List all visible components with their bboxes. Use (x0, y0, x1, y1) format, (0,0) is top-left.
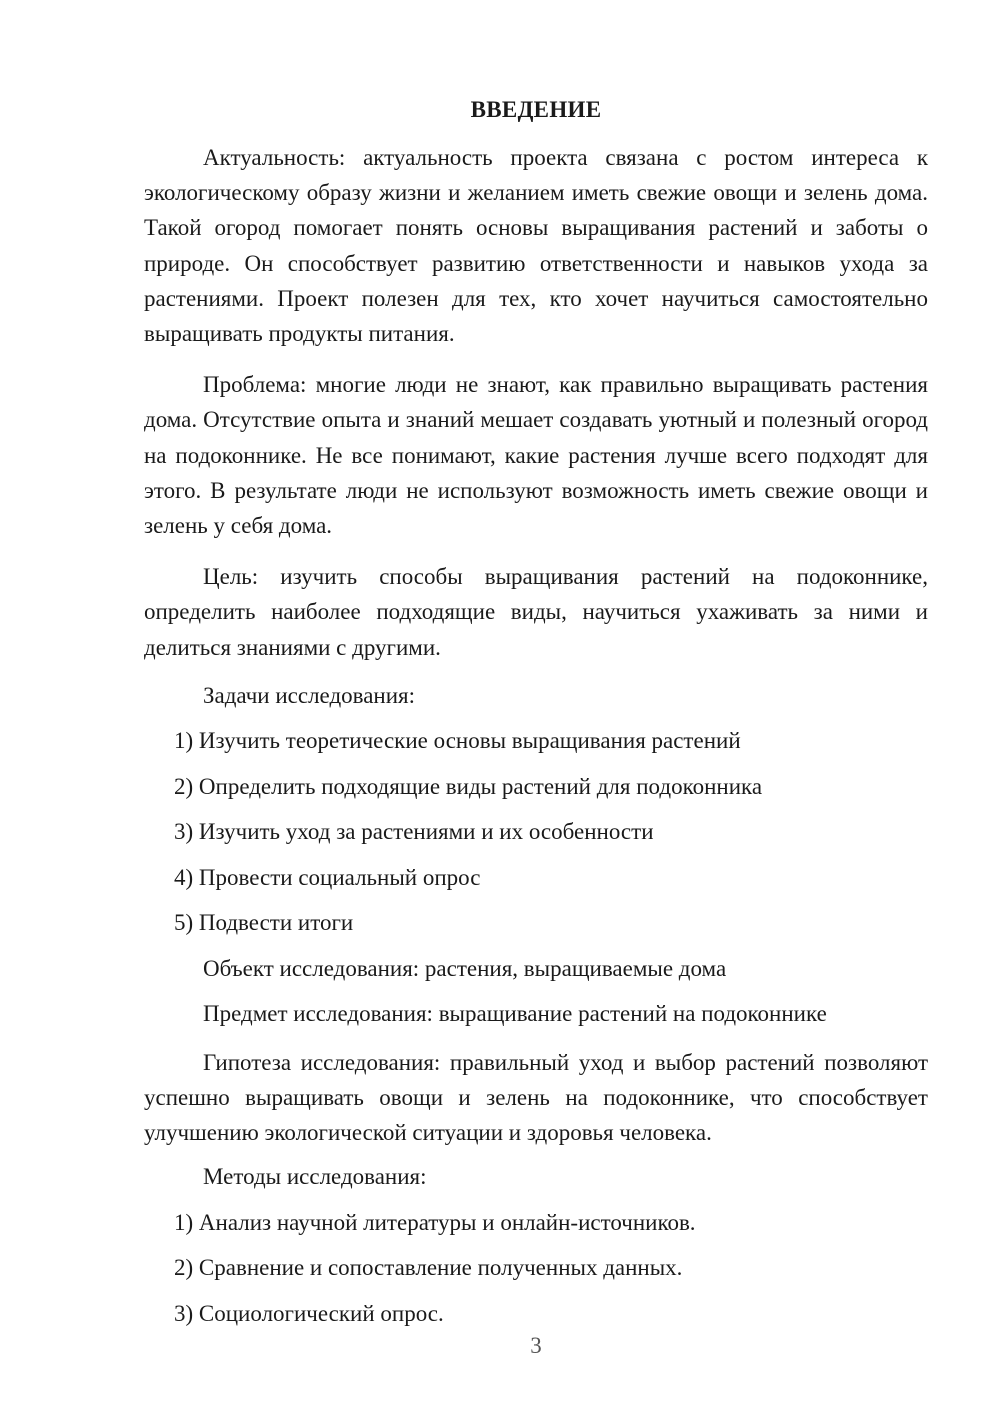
page-number: 3 (530, 1333, 542, 1358)
list-item: 3) Изучить уход за растениями и их особенности (174, 819, 654, 845)
goal-paragraph: Цель: изучить способы выращивания растений на подоконнике, определить наиболее подходящие виды, научиться ухаживать за ними и делиться знаниями с другими. (144, 564, 928, 660)
list-item: 1) Анализ научной литературы и онлайн-источников. (174, 1209, 696, 1235)
list-item: 5) Подвести итоги (174, 910, 354, 936)
tasks-heading: Задачи исследования: (203, 682, 416, 708)
relevance-paragraph: Актуальность: актуальность проекта связана с ростом интереса к экологическому образу жизни и желанием иметь свежие овощи и зелень дома. Такой огород помогает понять основы выращивания растений и заботы о природе. Он способствует развитию ответственности и навыков ухода за растениями. Проект полезен для тех, кто хочет научиться самостоятельно выращивать продукты питания. (144, 145, 928, 347)
list-item: 2) Определить подходящие виды растений для подоконника (174, 773, 763, 799)
research-object: Объект исследования: растения, выращиваемые дома (203, 955, 727, 981)
tasks-list (144, 726, 928, 937)
hypothesis-paragraph: Гипотеза исследования: правильный уход и выбор растений позволяют успешно выращивать овощи и зелень на подоконнике, что способствует улучшению экологической ситуации и здоровья человека. (144, 1049, 928, 1146)
list-item: 1) Изучить теоретические основы выращивания растений (174, 728, 741, 754)
methods-list (144, 1208, 928, 1328)
section-title: ВВЕДЕНИЕ (470, 97, 602, 122)
research-subject: Предмет исследования: выращивание растений на подоконнике (203, 1001, 827, 1027)
methods-heading: Методы исследования: (203, 1164, 427, 1190)
document-page (144, 96, 928, 1344)
list-item: 2) Сравнение и сопоставление полученных данных. (174, 1255, 683, 1281)
list-item: 4) Провести социальный опрос (174, 864, 481, 890)
list-item: 3) Социологический опрос. (174, 1300, 444, 1326)
problem-paragraph: Проблема: многие люди не знают, как правильно выращивать растения дома. Отсутствие опыта и знаний мешает создавать уютный и полезный огород на подоконнике. Не все понимают, какие растения лучше всего подходят для этого. В результате люди не используют возможность иметь свежие овощи и зелень у себя дома. (144, 372, 928, 539)
